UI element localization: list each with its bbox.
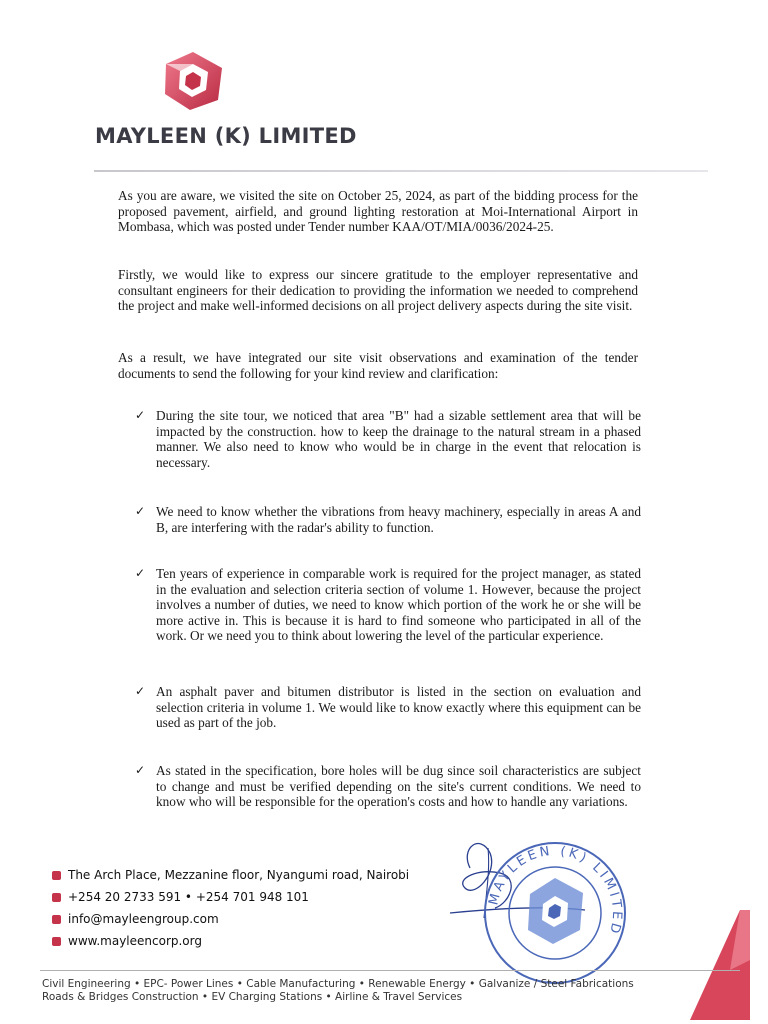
- list-item-text: During the site tour, we noticed that area "B" had a sizable settlement area that will be impacted by the construction. how to keep the drainage to the natural stream in a phased manner. We also need to know who would be in charge in the event that relocation is necessary.: [156, 408, 641, 470]
- email-line: [52, 912, 219, 926]
- intro-paragraph: As you are aware, we visited the site on October 25, 2024, as part of the bidding process for the proposed pavement, airfield, and ground lighting restoration at Moi-International Airport in Mombasa, which was posted under Tender number KAA/OT/MIA/0036/2024-25.: [118, 188, 638, 235]
- list-item-text: As stated in the specification, bore holes will be dug since soil characteristics are subject to change and must be verified depending on the site's current conditions. We need to know who will be responsible for the operation's costs and how to handle any variations.: [156, 763, 641, 810]
- globe-icon: [52, 937, 61, 946]
- list-item: [135, 763, 641, 810]
- address-line: [52, 868, 409, 882]
- list-item-text: Ten years of experience in comparable work is required for the project manager, as stated in the evaluation and selection criteria section of volume 1. However, because the project involves a number of duties, we need to know which portion of the work he or she will be more active in. This is because it is hard to find someone who participated in all of the work. Or we need you to think about lowering the level of the particular experience.: [156, 566, 641, 644]
- footer-divider: [40, 970, 740, 971]
- check-icon: ✓: [135, 763, 146, 777]
- check-icon: ✓: [135, 566, 146, 580]
- company-name: MAYLEEN (K) LIMITED: [95, 124, 357, 148]
- location-icon: [52, 871, 61, 880]
- gratitude-paragraph: Firstly, we would like to express our sincere gratitude to the employer representative and consultant engineers for their dedication to providing the information we needed to comprehend the project and make well-informed decisions on all project delivery aspects during the site visit.: [118, 267, 638, 314]
- corner-accent-icon: [690, 910, 750, 1020]
- phone-text: +254 20 2733 591 • +254 701 948 101: [68, 890, 309, 904]
- list-item: [135, 408, 641, 470]
- website-line: [52, 934, 202, 948]
- list-item-text: We need to know whether the vibrations from heavy machinery, especially in areas A and B, are interfering with the radar's ability to function.: [156, 504, 641, 535]
- list-item: [135, 684, 641, 731]
- services-line-1: Civil Engineering • EPC- Power Lines • Cable Manufacturing • Renewable Energy • Galvanize / Steel Fabrications: [42, 978, 634, 990]
- website-text: www.mayleencorp.org: [68, 934, 202, 948]
- list-item: [135, 504, 641, 535]
- company-stamp: [480, 838, 630, 988]
- address-text: The Arch Place, Mezzanine floor, Nyangumi road, Nairobi: [68, 868, 410, 882]
- phone-line: [52, 890, 309, 904]
- email-icon: [52, 915, 61, 924]
- stamp-text: MAYLEEN (K) LIMITED: [486, 843, 625, 938]
- header-divider: [94, 170, 708, 172]
- list-item: [135, 566, 641, 644]
- check-icon: ✓: [135, 684, 146, 698]
- check-icon: ✓: [135, 408, 146, 422]
- company-logo-icon: [160, 50, 226, 112]
- list-item-text: An asphalt paver and bitumen distributor is listed in the section on evaluation and selection criteria in volume 1. We would like to know exactly where this equipment can be used as part of the job.: [156, 684, 641, 731]
- email-text: info@mayleengroup.com: [68, 912, 219, 926]
- phone-icon: [52, 893, 61, 902]
- services-line-2: Roads & Bridges Construction • EV Charging Stations • Airline & Travel Services: [42, 991, 463, 1003]
- request-paragraph: As a result, we have integrated our site visit observations and examination of the tender documents to send the following for your kind review and clarification:: [118, 350, 638, 381]
- check-icon: ✓: [135, 504, 146, 518]
